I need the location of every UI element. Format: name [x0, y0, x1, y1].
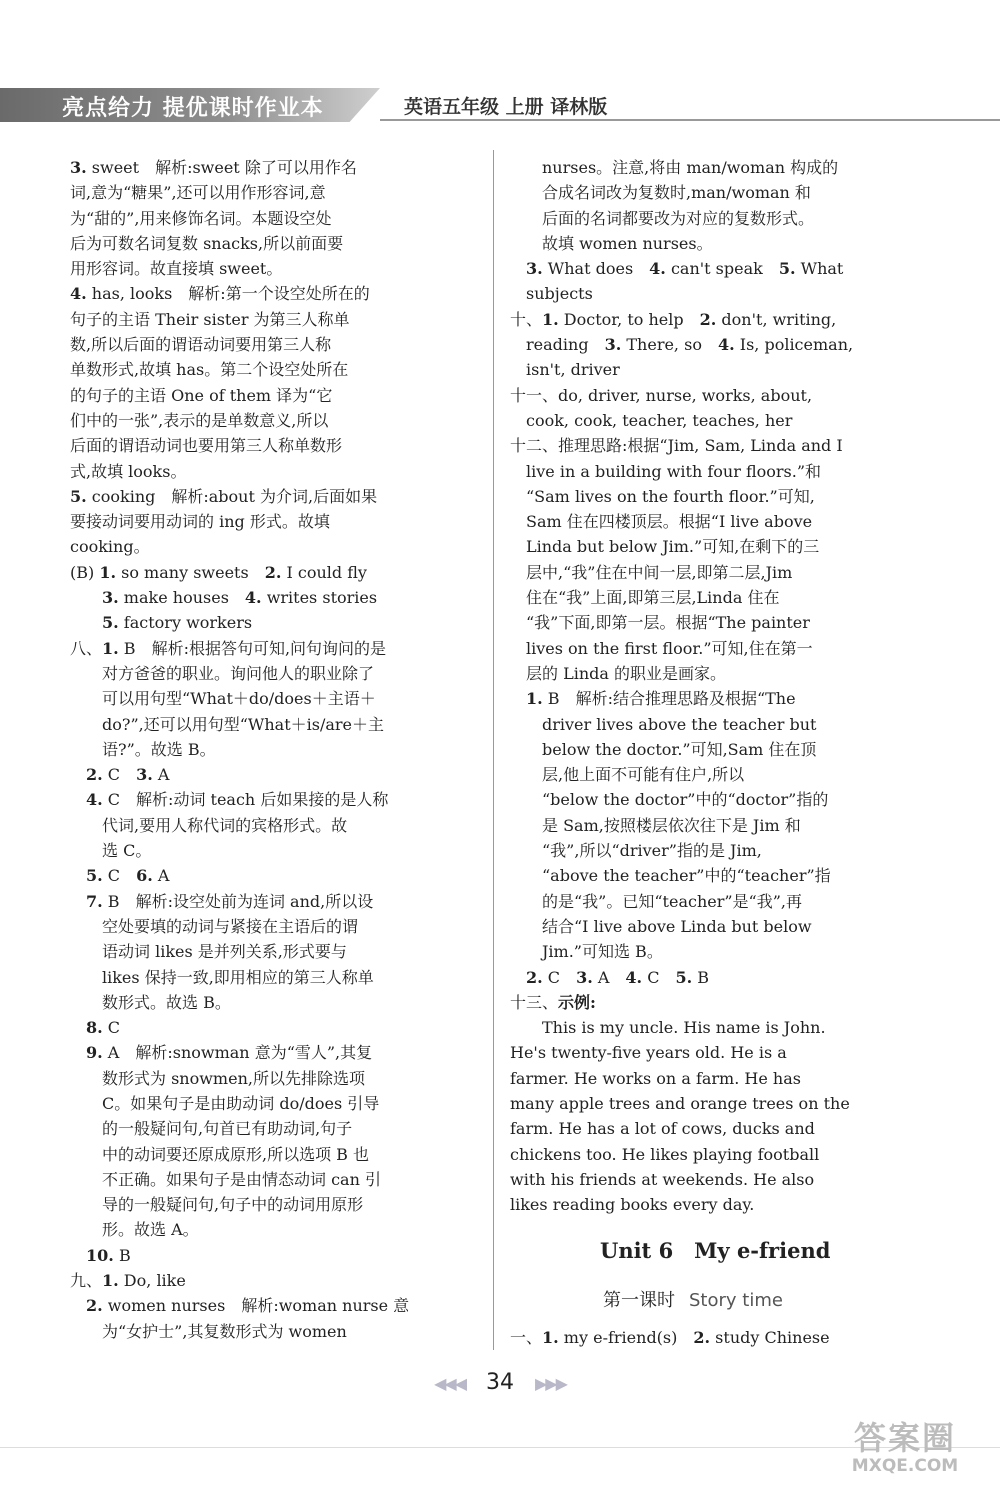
column-divider	[493, 150, 494, 1350]
last-answer-line	[510, 1325, 910, 1350]
series-title: 亮点给力 提优课时作业本	[62, 96, 324, 121]
right_lines-line: Linda but below Jim.”可知,在剩下的三	[510, 537, 820, 557]
right_lines-line: He's twenty-five years old. He is a	[510, 1043, 787, 1063]
site-watermark	[820, 1420, 990, 1480]
left_lines-line: 选 C。	[70, 841, 152, 861]
right_lines-line: “我”,所以“driver”指的是 Jim,	[510, 841, 762, 861]
lesson-title	[603, 1286, 783, 1312]
right_lines-line: 十三、示例:	[510, 992, 596, 1012]
left_lines-line: 5. factory workers	[102, 613, 253, 633]
right_lines-line: 住在“我”上面,即第三层,Linda 住在	[510, 588, 780, 608]
left_lines-line: 的一般疑问句,句首已有助动词,句子	[70, 1119, 353, 1139]
right_lines-line: lives on the first floor.”可知,住在第一	[510, 638, 813, 658]
right_lines-line: 后面的名词都要改为对应的复数形式。	[510, 208, 815, 228]
page-footer	[0, 1370, 1000, 1395]
left_lines-line: 词,意为“糖果”,还可以用作形容词,意	[70, 183, 326, 203]
right_lines-line: Sam 住在四楼顶层。根据“I live above	[510, 512, 813, 532]
left_lines-line: 4. has, looks 解析:第一个设空处所在的	[70, 284, 370, 304]
right_lines-line: “我”下面,即第一层。根据“The painter	[510, 613, 810, 633]
right_lines-line: 层,他上面不可能有住户,所以	[510, 765, 745, 785]
left_lines-line: 形。故选 A。	[70, 1220, 199, 1240]
right_lines-line: 故填 women nurses。	[510, 233, 713, 253]
left_lines-line: 7. B 解析:设空处前为连词 and,所以设	[86, 891, 374, 911]
right_lines-line: 层的 Linda 的职业是画家。	[510, 663, 727, 683]
right_lines-line: 结合“I live above Linda but below	[510, 916, 812, 936]
left_lines-line: 导的一般疑问句,句子中的动词用原形	[70, 1195, 364, 1215]
right_lines-line: Jim.”可知选 B。	[510, 942, 663, 962]
right_lines-line: “Sam lives on the fourth floor.”可知,	[510, 486, 815, 506]
left_lines-line: 3. make houses 4. writes stories	[102, 588, 378, 608]
left_lines-line: 后为可数名词复数 snacks,所以前面要	[70, 233, 344, 253]
right_lines-line: 层中,“我”住在中间一层,即第二层,Jim	[510, 562, 793, 582]
left_lines-line: 中的动词要还原成原形,所以选项 B 也	[70, 1144, 370, 1164]
left_lines-line: cooking。	[70, 537, 150, 557]
left_lines-line: 用形容词。故直接填 sweet。	[70, 259, 283, 279]
left_lines-line: 要接动词要用动词的 ing 形式。故填	[70, 512, 330, 532]
watermark-cn: 答案圈	[853, 1419, 956, 1457]
right_lines-line: subjects	[510, 284, 593, 304]
right_lines-line: “below the doctor”中的“doctor”指的	[510, 790, 829, 810]
next-arrows-icon: ▶▶▶	[535, 1374, 566, 1393]
left_lines-line: 4. C 解析:动词 teach 后如果接的是人称	[86, 790, 389, 810]
left_lines-line: 数形式为 snowmen,所以先排除选项	[70, 1068, 365, 1088]
right_lines-line: 2. C 3. A 4. C 5. B	[526, 967, 710, 987]
lesson-title-en: Story time	[689, 1290, 783, 1311]
left_lines-line: 代词,要用人称代词的宾格形式。故	[70, 815, 348, 835]
watermark-en: MXQE.COM	[851, 1456, 959, 1476]
page-header	[0, 88, 1000, 122]
right_lines-line: 十二、推理思路:根据“Jim, Sam, Linda and I	[510, 436, 843, 456]
left_lines-line: 句子的主语 Their sister 为第三人称单	[70, 309, 350, 329]
right_lines-line: below the doctor.”可知,Sam 住在顶	[510, 739, 817, 759]
right_lines-line: with his friends at weekends. He also	[510, 1169, 815, 1189]
left_lines-line: 3. sweet 解析:sweet 除了可以用作名	[70, 158, 357, 177]
right_lines-line: 合成名词改为复数时,man/woman 和	[510, 183, 811, 203]
left_lines-line: 八、1. B 解析:根据答句可知,问句询问的是	[70, 638, 387, 658]
left_lines-line: 语动词 likes 是并列关系,形式要与	[70, 942, 347, 962]
right_lines-line: farmer. He works on a farm. He has	[510, 1068, 801, 1088]
left_lines-line: 单数形式,故填 has。第二个设空处所在	[70, 360, 349, 380]
left_lines-line: 语?”。故选 B。	[70, 739, 216, 759]
left-column	[70, 155, 470, 1344]
left_lines-line: 9. A 解析:snowman 意为“雪人”,其复	[86, 1043, 373, 1063]
left_lines-line: 不正确。如果句子是由情态动词 can 引	[70, 1169, 381, 1189]
right_lines-line: 十、1. Doctor, to help 2. don't, writing,	[510, 309, 837, 329]
prev-arrows-icon: ◀◀◀	[434, 1374, 465, 1393]
left_lines-line: 10. B	[86, 1245, 131, 1265]
left_lines-line: 式,故填 looks。	[70, 461, 187, 481]
right_lines-line: chickens too. He likes playing football	[510, 1144, 820, 1164]
left_lines-line: 数形式。故选 B。	[70, 992, 231, 1012]
right-column	[510, 155, 910, 1217]
right_lines-line: nurses。注意,将由 man/woman 构成的	[510, 158, 839, 177]
answer-line: 一、1. my e-friend(s) 2. study Chinese	[510, 1328, 830, 1347]
right_lines-line: many apple trees and orange trees on the	[510, 1093, 850, 1113]
right_lines-line: 是 Sam,按照楼层依次往下是 Jim 和	[510, 815, 801, 835]
left_lines-line: 九、1. Do, like	[70, 1271, 186, 1291]
right_lines-line: likes reading books every day.	[510, 1195, 755, 1215]
right_lines-line: 的是“我”。已知“teacher”是“我”,再	[510, 891, 802, 911]
left_lines-line: 可以用句型“What＋do/does＋主语＋	[70, 689, 376, 709]
left_lines-line: 2. C 3. A	[86, 765, 170, 785]
left_lines-line: 数,所以后面的谓语动词要用第三人称	[70, 335, 332, 355]
right_lines-line: “above the teacher”中的“teacher”指	[510, 866, 831, 886]
right_lines-line: cook, cook, teacher, teaches, her	[510, 410, 793, 430]
left_lines-line: likes 保持一致,即用相应的第三人称单	[70, 967, 374, 987]
right_lines-line: This is my uncle. His name is John.	[510, 1018, 826, 1038]
right_lines-line: reading 3. There, so 4. Is, policeman,	[510, 335, 854, 355]
left_lines-line: 5. cooking 解析:about 为介词,后面如果	[70, 486, 378, 506]
header-rule	[380, 119, 1000, 121]
unit-title: Unit 6 My e-friend	[600, 1238, 831, 1263]
right_lines-line: farm. He has a lot of cows, ducks and	[510, 1119, 815, 1139]
left_lines-line: 为“甜的”,用来修饰名词。本题设空处	[70, 208, 332, 228]
left_lines-line: 为“女护士”,其复数形式为 women	[70, 1321, 347, 1341]
left_lines-line: 5. C 6. A	[86, 866, 170, 886]
right_lines-line: 十一、do, driver, nurse, works, about,	[510, 385, 813, 405]
page-number: 34	[486, 1370, 514, 1395]
right_lines-line: driver lives above the teacher but	[510, 714, 817, 734]
left_lines-line: 对方爸爸的职业。询问他人的职业除了	[70, 663, 375, 683]
left_lines-line: 空处要填的动词与紧接在主语后的谓	[70, 916, 359, 936]
right_lines-line: isn't, driver	[510, 360, 620, 380]
left_lines-line: 后面的谓语动词也要用第三人称单数形	[70, 436, 343, 456]
lesson-title-cn: 第一课时	[603, 1290, 675, 1311]
left_lines-line: 8. C	[86, 1018, 121, 1038]
left_lines-line: 们中的一张”,表示的是单数意义,所以	[70, 410, 329, 430]
left_lines-line: do?”,还可以用句型“What＋is/are＋主	[70, 714, 384, 734]
left_lines-line: 2. women nurses 解析:woman nurse 意	[86, 1296, 410, 1316]
left_lines-line: C。如果句子是由助动词 do/does 引导	[70, 1093, 380, 1113]
left_lines-line: (B) 1. so many sweets 2. I could fly	[70, 562, 367, 582]
left_lines-line: 的句子的主语 One of them 译为“它	[70, 385, 333, 405]
right_lines-line: 1. B 解析:结合推理思路及根据“The	[526, 689, 796, 709]
right_lines-line: 3. What does 4. can't speak 5. What	[526, 259, 844, 279]
right_lines-line: live in a building with four floors.”和	[510, 461, 822, 481]
book-title: 英语五年级 上册 译林版	[404, 96, 608, 118]
